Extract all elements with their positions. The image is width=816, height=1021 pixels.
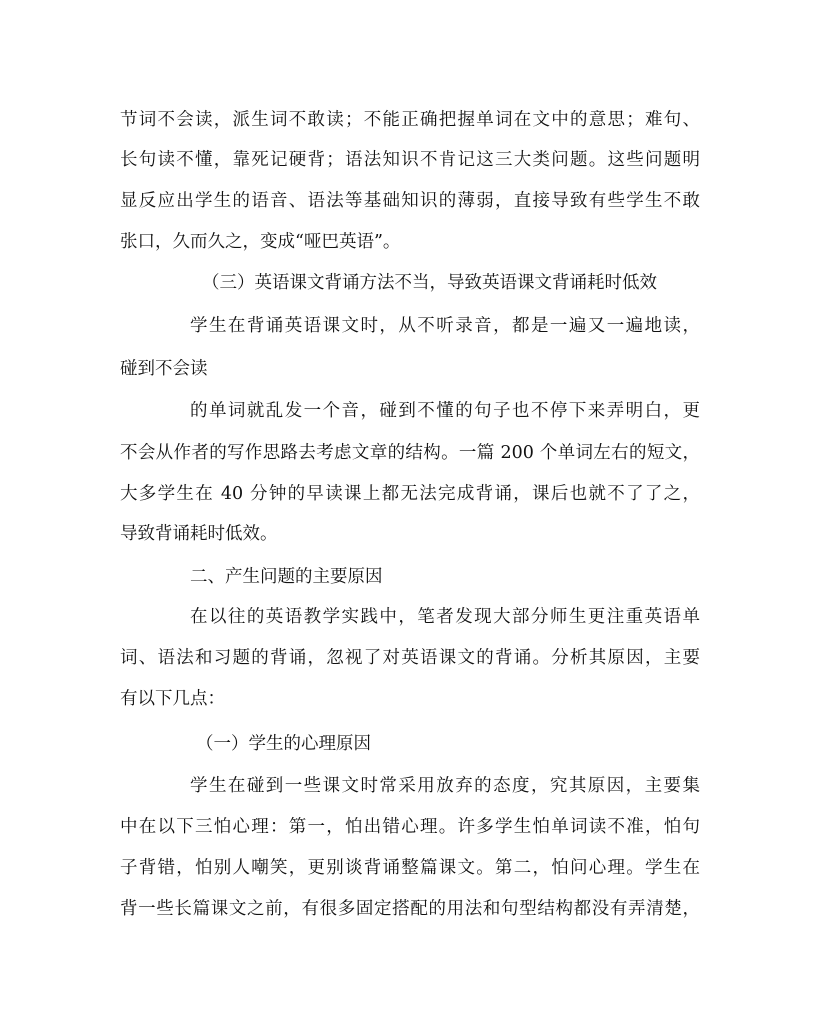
text-line: 不会从作者的写作思路去考虑文章的结构。一篇 200 个单词左右的短文， [120, 443, 700, 463]
section-heading: 二、产生问题的主要原因 [190, 567, 383, 587]
text-line: 背一些长篇课文之前，有很多固定搭配的用法和句型结构都没有弄清楚， [120, 899, 700, 919]
text-line: 学生在背诵英语课文时，从不听录音，都是一遍又一遍地读， [190, 316, 700, 336]
text-line: 导致背诵耗时低效。 [120, 524, 278, 544]
text-line: 在以往的英语教学实践中，笔者发现大部分师生更注重英语单 [190, 607, 700, 627]
section-heading: （三）英语课文背诵方法不当，导致英语课文背诵耗时低效 [202, 273, 657, 293]
text-line: 张口，久而久之，变成“哑巴英语”。 [120, 232, 401, 252]
text-line: 有以下几点： [120, 689, 225, 709]
text-line: 节词不会读，派生词不敢读；不能正确把握单词在文中的意思；难句、 [120, 110, 700, 130]
text-line: 的单词就乱发一个音，碰到不懂的句子也不停下来弄明白，更 [190, 401, 700, 421]
text-line: 大多学生在 40 分钟的早读课上都无法完成背诵，课后也就不了了之， [120, 484, 700, 504]
text-line: 子背错，怕别人嘲笑，更别谈背诵整篇课文。第二，怕问心理。学生在 [120, 858, 700, 878]
text-line: 碰到不会读 [120, 359, 208, 379]
text-line: 中在以下三怕心理：第一，怕出错心理。许多学生怕单词读不准，怕句 [120, 817, 700, 837]
text-line: 显反应出学生的语音、语法等基础知识的薄弱，直接导致有些学生不敢 [120, 191, 700, 211]
section-heading: （一）学生的心理原因 [196, 734, 371, 754]
text-line: 学生在碰到一些课文时常采用放弃的态度，究其原因，主要集 [190, 776, 700, 796]
text-line: 长句读不懂，靠死记硬背；语法知识不肯记这三大类问题。这些问题明 [120, 150, 700, 170]
text-line: 词、语法和习题的背诵，忽视了对英语课文的背诵。分析其原因，主要 [120, 648, 700, 668]
